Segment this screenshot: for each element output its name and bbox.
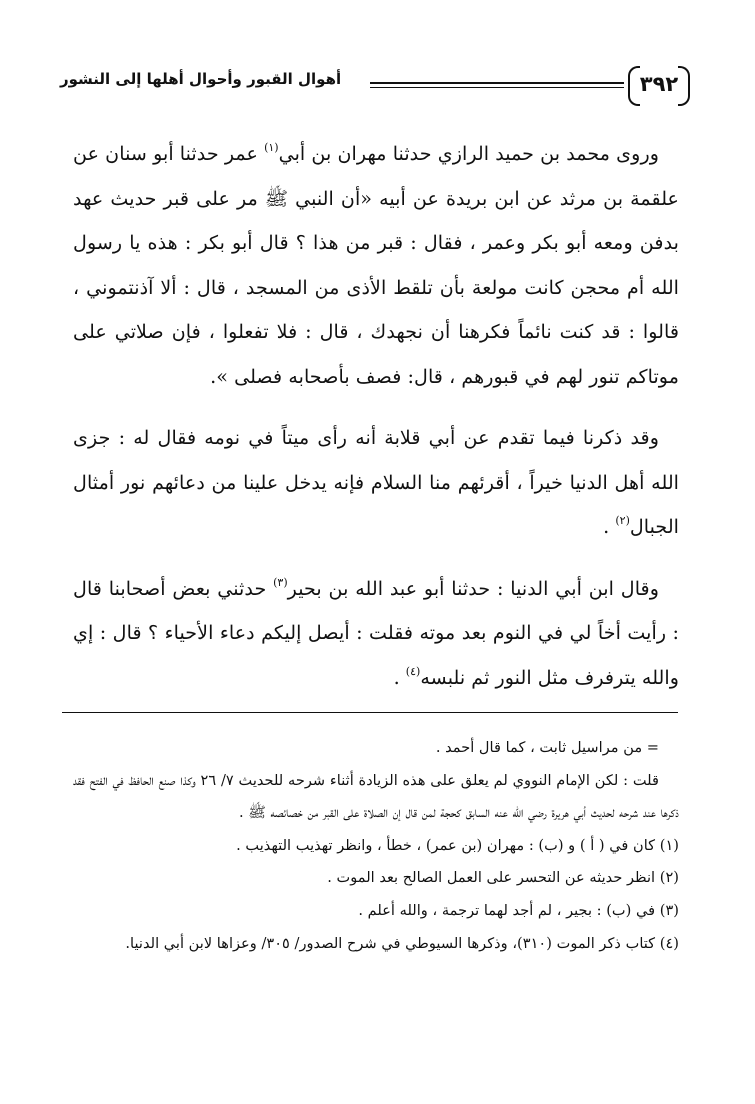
paragraph-3-part-b: حدثني بعض أصحابنا قال : رأيت أخاً لي في النوم بعد موته فقلت : أيصل إليكم دعاء الأحياء ؟ قال : إي والله يترفرف مثل النور ثم نلبسه bbox=[73, 576, 679, 689]
footnote-continuation: = من مراسيل ثابت ، كما قال أحمد . bbox=[435, 739, 659, 756]
paragraph-2-part-b: . bbox=[603, 515, 616, 538]
paragraph-3 bbox=[73, 567, 679, 701]
left-bracket bbox=[628, 66, 640, 106]
footnote-1: (١) كان في ( أ ) و (ب) : مهران (بن عمر) ، خطأ ، وانظر تهذيب التهذيب . bbox=[236, 836, 679, 854]
footnote-separator bbox=[62, 712, 678, 713]
footnote-ref-4: (٤) bbox=[405, 664, 421, 678]
paragraph-3-part-a: وقال ابن أبي الدنيا : حدثنا أبو عبد الله بن بحير bbox=[287, 576, 659, 600]
footnote-4: (٤) كتاب ذكر الموت (٣١٠)، وذكرها السيوطي في شرح الصدور/ ٣٠٥/ وعزاها لابن أبي الدنيا. bbox=[125, 934, 679, 952]
header-rule bbox=[370, 82, 624, 84]
page-number: ٣٩٢ bbox=[639, 72, 679, 96]
page-header bbox=[60, 64, 690, 108]
paragraph-3-part-c: . bbox=[393, 665, 406, 689]
footnotes bbox=[73, 732, 679, 960]
header-rule-thin bbox=[370, 87, 624, 88]
footnote-ref-1: (١) bbox=[264, 141, 279, 154]
page-number-frame bbox=[628, 66, 690, 102]
paragraph-1 bbox=[73, 132, 679, 399]
footnote-ref-2: (٢) bbox=[615, 514, 630, 527]
footnote-3: (٣) في (ب) : بجير ، لم أجد لهما ترجمة ، والله أعلم . bbox=[358, 901, 679, 919]
footnote-ref-3: (٣) bbox=[273, 575, 288, 589]
paragraph-2-part-a: وقد ذكرنا فيما تقدم عن أبي قلابة أنه رأى ميتاً في نومه فقال له : جزى الله أهل الدنيا خيراً ، أقرئهم منا السلام فإنه يدخل علينا من دعائهم نور أمثال الجبال bbox=[73, 426, 679, 538]
main-text bbox=[73, 132, 679, 700]
right-bracket bbox=[678, 66, 690, 106]
footnote-2: (٢) انظر حديثه عن التحسر على العمل الصالح بعد الموت . bbox=[327, 869, 679, 887]
paragraph-2 bbox=[73, 416, 679, 550]
running-title: أهوال القبور وأحوال أهلها إلى النشور bbox=[60, 70, 342, 88]
footnote-comment: قلت : لكن الإمام النووي لم يعلق على هذه الزيادة أثناء شرحه للحديث ٧/ ٢٦ وكذا صنع الحافظ في الفتح فقد ذكرها عند شرحه لحديث أبي هريرة رضي الله عنه السابق كحجة لمن قال إن الصلاة على القبر من خصائصه ﷺ . bbox=[73, 771, 679, 822]
paragraph-1-part-b: عمر حدثنا أبو سنان عن علقمة بن مرثد عن ابن بريدة عن أبيه «أن النبي ﷺ مر على قبر حديث عهد بدفن ومعه أبو بكر وعمر ، فقال : قبر من هذا ؟ قال أبو بكر : هذه يا رسول الله أم محجن كانت مولعة بأن تلقط الأذى من المسجد ، قال : ألا آذنتموني ، قالوا : قد كنت نائماً فكرهنا أن نجهدك ، قال : فلا تفعلوا ، فإن صلاتي على موتاكم تنور لهم في قبورهم ، قال: فصف بأصحابه فصلى ». bbox=[73, 142, 679, 388]
paragraph-1-part-a: وروى محمد بن حميد الرازي حدثنا مهران بن أبي bbox=[278, 142, 659, 165]
